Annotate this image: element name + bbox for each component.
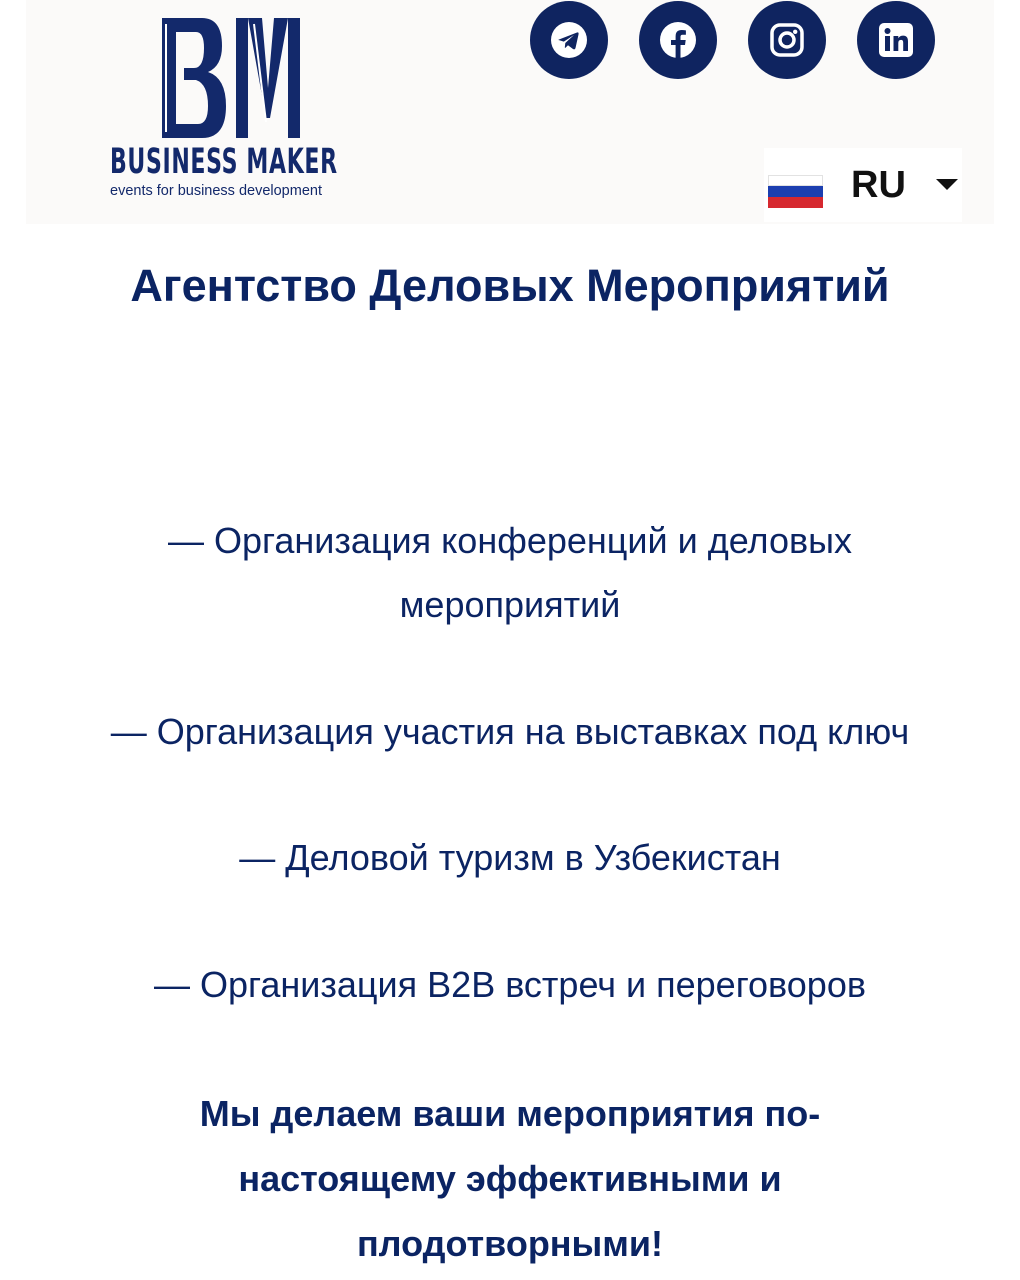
russia-flag-icon bbox=[768, 175, 823, 208]
chevron-down-icon bbox=[936, 179, 958, 190]
site-header bbox=[26, 0, 994, 224]
facebook-icon bbox=[656, 18, 700, 62]
linkedin-link[interactable] bbox=[857, 1, 935, 79]
service-item: — Деловой туризм в Узбекистан bbox=[239, 837, 781, 878]
service-item: — Организация участия на выставках под ключ bbox=[110, 711, 910, 752]
bm-logo-mark bbox=[162, 18, 302, 140]
telegram-link[interactable] bbox=[530, 1, 608, 79]
service-item: — Организация B2B встреч и переговоров bbox=[154, 964, 866, 1005]
instagram-icon bbox=[767, 20, 807, 60]
slogan: Мы делаем ваши мероприятия по-настоящему эффективными и плодотворными! bbox=[199, 1093, 821, 1264]
language-code: RU bbox=[851, 164, 906, 206]
business-maker-logo[interactable] bbox=[110, 18, 354, 202]
facebook-link[interactable] bbox=[639, 1, 717, 79]
linkedin-icon bbox=[877, 21, 915, 59]
logo-name: BUSINESS MAKER bbox=[110, 142, 338, 182]
language-selector[interactable] bbox=[764, 148, 962, 222]
page-title: Агентство Деловых Мероприятий bbox=[130, 260, 890, 311]
telegram-icon bbox=[547, 18, 591, 62]
logo-tagline: events for business development bbox=[110, 183, 322, 199]
service-item: — Организация конференций и деловых мероприятий bbox=[168, 520, 852, 625]
instagram-link[interactable] bbox=[748, 1, 826, 79]
